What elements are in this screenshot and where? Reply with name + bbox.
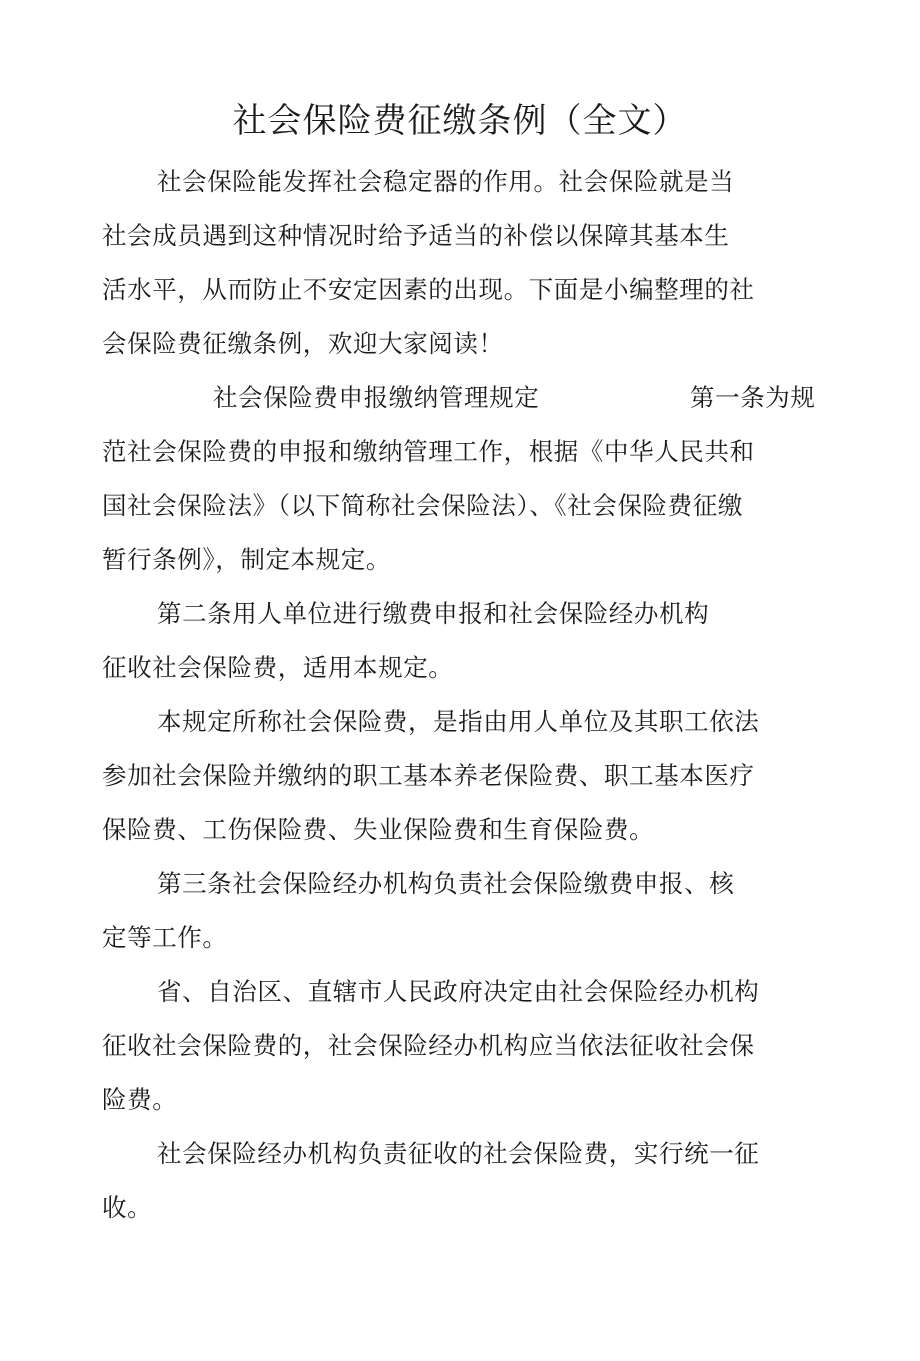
article-3-line-2: 定等工作。: [102, 923, 228, 952]
article-1-line-3: 国社会保险法》（以下简称社会保险法）、《社会保险费征缴: [102, 491, 743, 520]
article-3-line-1: 第三条社会保险经办机构负责社会保险缴费申报、核: [157, 869, 735, 898]
paragraph-province-line-2: 征收社会保险费的，社会保险经办机构应当依法征收社会保: [102, 1031, 755, 1060]
paragraph-scope-line-2: 参加社会保险并缴纳的职工基本养老保险费、职工基本医疗: [102, 761, 755, 790]
paragraph-1-line-2: 社会成员遇到这种情况时给予适当的补偿以保障其基本生: [102, 221, 730, 250]
article-2-line-1: 第二条用人单位进行缴费申报和社会保险经办机构: [157, 599, 710, 628]
paragraph-province-line-3: 险费。: [102, 1085, 178, 1114]
paragraph-scope-line-1: 本规定所称社会保险费，是指由用人单位及其职工依法: [157, 707, 760, 736]
paragraph-1-line-3: 活水平，从而防止不安定因素的出现。下面是小编整理的社: [102, 275, 755, 304]
article-1-line-1: 第一条为规: [690, 383, 816, 412]
article-1-line-4: 暂行条例》，制定本规定。: [102, 545, 391, 574]
paragraph-scope-line-3: 保险费、工伤保险费、失业保险费和生育保险费。: [102, 815, 655, 844]
document-title: 社会保险费征缴条例（全文）: [232, 101, 688, 141]
paragraph-1-line-1: 社会保险能发挥社会稳定器的作用。社会保险就是当: [157, 167, 735, 196]
article-2-line-2: 征收社会保险费，适用本规定。: [102, 653, 454, 682]
section-heading: 社会保险费申报缴纳管理规定: [213, 383, 540, 412]
paragraph-1-line-4: 会保险费征缴条例，欢迎大家阅读！: [102, 329, 504, 358]
paragraph-province-line-1: 省、自治区、直辖市人民政府决定由社会保险经办机构: [157, 977, 760, 1006]
article-1-line-2: 范社会保险费的申报和缴纳管理工作，根据《中华人民共和: [102, 437, 755, 466]
paragraph-unified-line-2: 收。: [102, 1193, 153, 1222]
paragraph-unified-line-1: 社会保险经办机构负责征收的社会保险费，实行统一征: [157, 1139, 760, 1168]
